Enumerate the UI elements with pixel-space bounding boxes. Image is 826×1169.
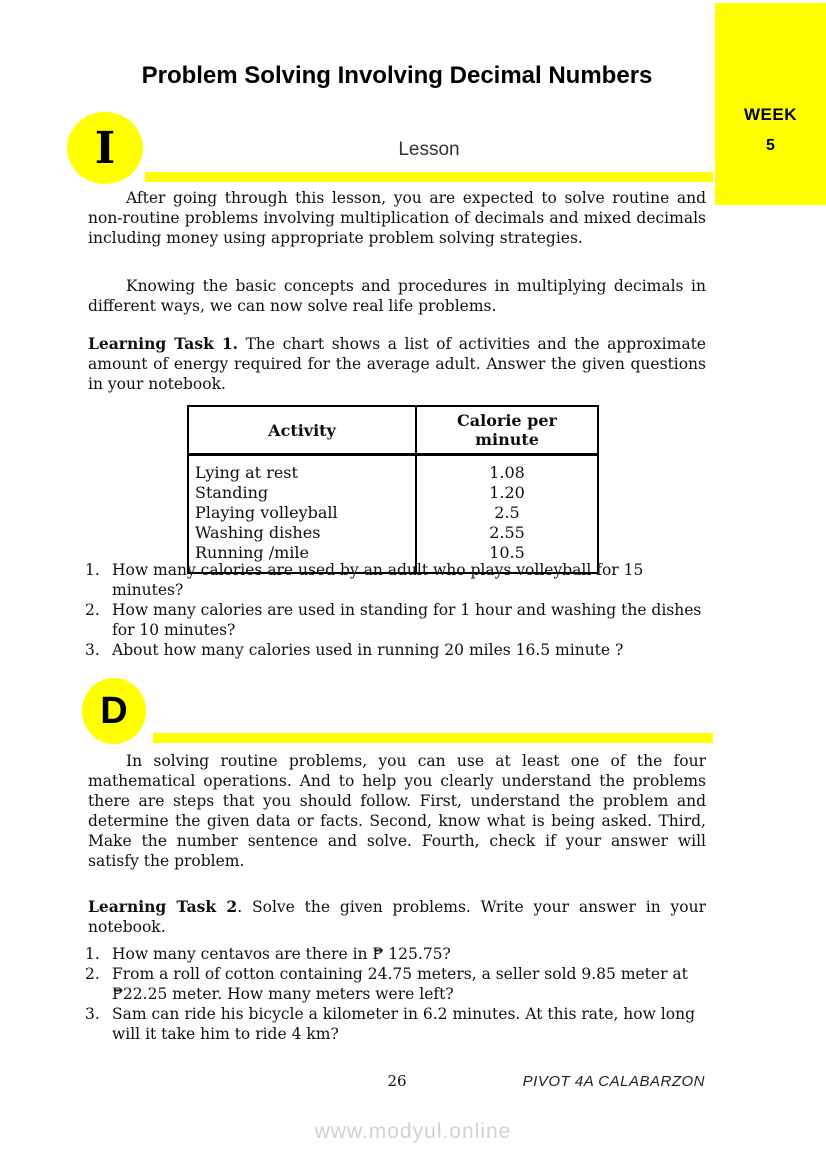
learning-task-1-label: Learning Task 1. [88,334,239,353]
table-cell-calorie: 2.5 [416,503,598,523]
lesson-marker-circle [67,112,143,184]
learning-task-1-text: The chart shows a list of activities and the approximate amount of energy required for the average adult. Answer the given questions in your notebook. [88,335,706,393]
table-cell-calorie: 2.55 [416,523,598,543]
week-number: 5 [766,137,775,154]
development-marker-circle [82,678,146,744]
table-cell-calorie: 10.5 [416,543,598,573]
page-title: Problem Solving Involving Decimal Numbers [141,62,653,89]
development-paragraph: In solving routine problems, you can use at least one of the four mathematical operations. And to help you clearly understand the problems there are steps that you should follow. First, understand the problem and determine the given data or facts. Second, know what is being asked. Third, Make the number sentence and solve. Fourth, check if your answer will satisfy the problem. [88,752,706,870]
table-row [188,523,598,543]
intro-paragraph-1: After going through this lesson, you are expected to solve routine and non-routine problems involving multiplication of decimals and mixed decimals including money using appropriate problem solving strategies. [88,189,706,247]
table-header-row [188,406,598,455]
week-tab [715,3,826,205]
table-header-activity: Activity [188,406,416,455]
table-header-calorie: Calorie per minute [416,406,598,455]
table-cell-activity: Playing volleyball [195,503,338,522]
table-row [188,503,598,523]
development-divider-bar [153,733,713,743]
question-number: 3. [85,641,100,659]
question-item [85,944,709,964]
intro-paragraph-2: Knowing the basic concepts and procedures in multiplying decimals in different ways, we can now solve real life problems. [88,277,706,315]
table-row [188,455,598,484]
development-marker-letter: D [100,689,128,732]
watermark: www.modyul.online [314,1120,512,1143]
learning-task-2-intro [88,897,706,937]
lesson-heading: Lesson [398,139,460,160]
question-item [85,640,709,660]
question-item [85,560,709,600]
question-item [85,964,709,1004]
lesson-marker-letter: I [94,122,116,174]
learning-task-2-label: Learning Task 2 [88,897,238,916]
learning-task-1-intro [88,334,706,394]
question-text: Sam can ride his bicycle a kilometer in 6.2 minutes. At this rate, how long will it take him to ride 4 km? [112,1005,696,1043]
learning-task-1-questions [85,560,709,660]
table-cell-activity: Standing [195,483,269,502]
week-label: WEEK [744,105,797,124]
question-number: 3. [85,1005,100,1023]
table-cell-activity: Running /mile [195,543,309,562]
question-text: How many centavos are there in ₱ 125.75? [112,945,451,963]
footer-brand: PIVOT 4A CALABARZON [522,1073,705,1090]
question-number: 2. [85,965,100,983]
table-row [188,483,598,503]
learning-task-2-text: . Solve the given problems. Write your answer in your notebook. [88,898,706,936]
lesson-divider-bar [145,172,713,182]
calorie-table [187,405,599,574]
table-cell-calorie: 1.08 [416,455,598,484]
page-number: 26 [387,1072,407,1090]
question-item [85,600,709,640]
question-item [85,1004,709,1044]
question-number: 2. [85,601,100,619]
question-text: About how many calories used in running 20 miles 16.5 minute ? [112,641,624,659]
question-text: How many calories are used by an adult who plays volleyball for 15 minutes? [112,561,644,599]
table-cell-calorie: 1.20 [416,483,598,503]
question-number: 1. [85,945,100,963]
table-cell-activity: Lying at rest [195,463,298,482]
question-text: From a roll of cotton containing 24.75 meters, a seller sold 9.85 meter at ₱22.25 meter. How many meters were left? [112,965,688,1003]
learning-task-2-questions [85,944,709,1044]
table-cell-activity: Washing dishes [195,523,321,542]
question-text: How many calories are used in standing for 1 hour and washing the dishes for 10 minutes? [112,601,702,639]
question-number: 1. [85,561,100,579]
